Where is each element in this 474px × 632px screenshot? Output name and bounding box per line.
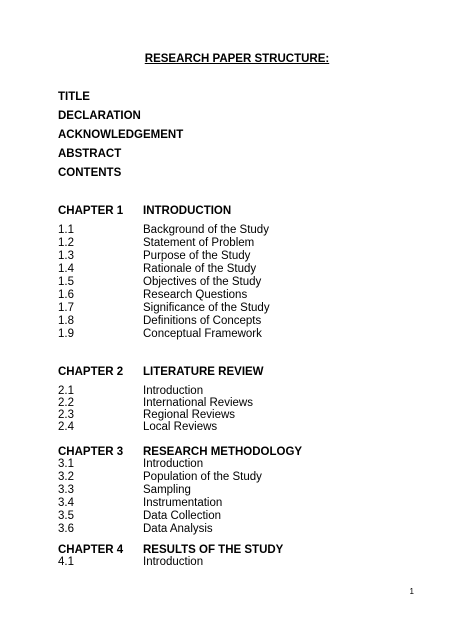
section-number: 3.4 bbox=[58, 497, 74, 509]
page-number: 1 bbox=[409, 587, 414, 596]
section-title: International Reviews bbox=[143, 397, 253, 409]
document-title: RESEARCH PAPER STRUCTURE: bbox=[144, 53, 330, 65]
front-matter-contents: CONTENTS bbox=[58, 167, 122, 179]
section-number: 2.2 bbox=[58, 397, 74, 409]
section-number: 3.1 bbox=[58, 458, 74, 470]
section-number: 1.3 bbox=[58, 250, 74, 262]
section-title: Local Reviews bbox=[143, 421, 218, 433]
section-title: Conceptual Framework bbox=[143, 328, 262, 340]
section-number: 1.4 bbox=[58, 263, 74, 275]
section-number: 3.3 bbox=[58, 484, 74, 496]
section-number: 1.8 bbox=[58, 315, 74, 327]
chapter-4-label: CHAPTER 4 bbox=[58, 544, 124, 556]
section-number: 1.5 bbox=[58, 276, 74, 288]
section-number: 3.6 bbox=[58, 523, 74, 535]
section-number: 1.6 bbox=[58, 289, 74, 301]
section-title: Introduction bbox=[143, 556, 204, 568]
front-matter-declaration: DECLARATION bbox=[58, 110, 141, 122]
section-title: Objectives of the Study bbox=[143, 276, 262, 288]
section-title: Regional Reviews bbox=[143, 409, 236, 421]
chapter-3-title: RESEARCH METHODOLOGY bbox=[143, 446, 303, 458]
chapter-2-title: LITERATURE REVIEW bbox=[143, 366, 264, 378]
front-matter-title: TITLE bbox=[58, 91, 90, 103]
section-title: Instrumentation bbox=[143, 497, 223, 509]
section-title: Introduction bbox=[143, 458, 204, 470]
section-number: 4.1 bbox=[58, 556, 74, 568]
section-title: Background of the Study bbox=[143, 224, 269, 236]
section-title: Definitions of Concepts bbox=[143, 315, 262, 327]
chapter-1-title: INTRODUCTION bbox=[143, 205, 232, 217]
section-title: Sampling bbox=[143, 484, 191, 496]
chapter-4-title: RESULTS OF THE STUDY bbox=[143, 544, 284, 556]
front-matter-acknowledgement: ACKNOWLEDGEMENT bbox=[58, 129, 184, 141]
section-title: Purpose of the Study bbox=[143, 250, 251, 262]
chapter-2-label: CHAPTER 2 bbox=[58, 366, 124, 378]
section-number: 3.2 bbox=[58, 471, 74, 483]
section-number: 2.4 bbox=[58, 421, 74, 433]
chapter-1-label: CHAPTER 1 bbox=[58, 205, 124, 217]
chapter-3-label: CHAPTER 3 bbox=[58, 446, 124, 458]
section-title: Rationale of the Study bbox=[143, 263, 257, 275]
front-matter-abstract: ABSTRACT bbox=[58, 148, 122, 160]
section-title: Data Collection bbox=[143, 510, 221, 522]
section-title: Population of the Study bbox=[143, 471, 262, 483]
section-number: 1.9 bbox=[58, 328, 74, 340]
section-number: 2.3 bbox=[58, 409, 74, 421]
section-number: 1.2 bbox=[58, 237, 74, 249]
section-title: Data Analysis bbox=[143, 523, 213, 535]
section-title: Significance of the Study bbox=[143, 302, 270, 314]
section-number: 2.1 bbox=[58, 385, 74, 397]
section-title: Research Questions bbox=[143, 289, 248, 301]
section-title: Introduction bbox=[143, 385, 204, 397]
section-number: 1.7 bbox=[58, 302, 74, 314]
section-title: Statement of Problem bbox=[143, 237, 255, 249]
section-number: 3.5 bbox=[58, 510, 74, 522]
section-number: 1.1 bbox=[58, 224, 74, 236]
